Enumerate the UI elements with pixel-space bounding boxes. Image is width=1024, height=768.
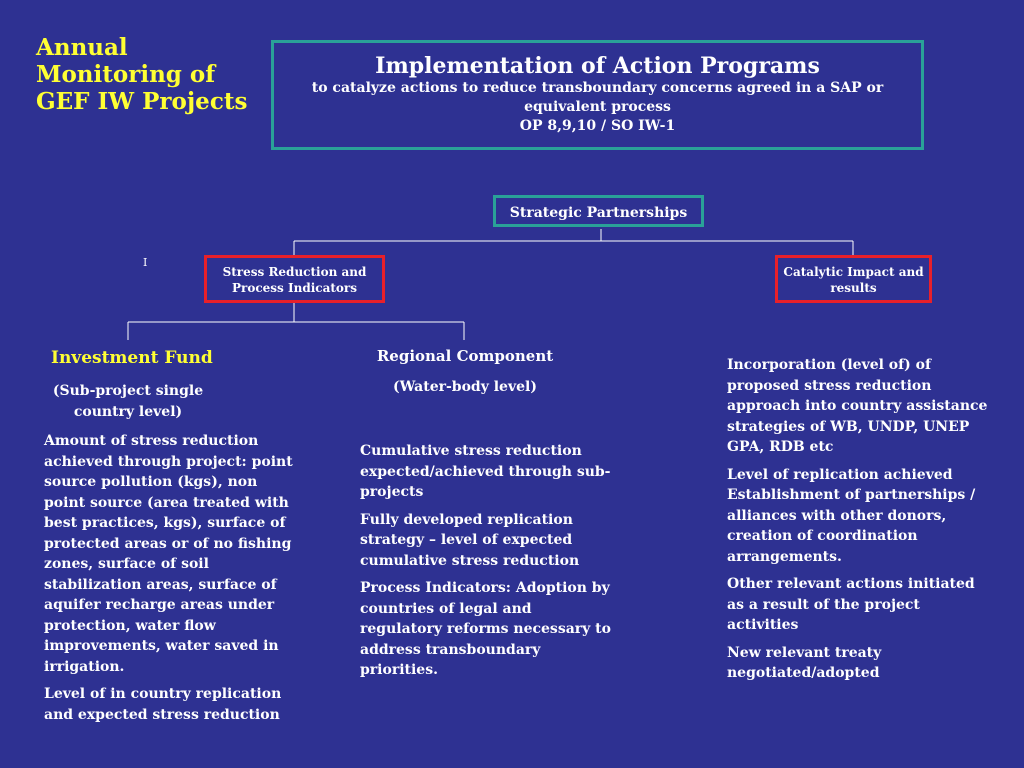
action-programs-subheading: to catalyze actions to reduce transboundary concerns agreed in a SAP or equivalent process [311, 80, 884, 115]
catalytic-item: Incorporation (level of) of proposed stress reduction approach into country assistance strategies of WB, UNDP, UNEP GPA, RDB etc [727, 357, 988, 455]
strategic-partnerships-box: Strategic Partnerships [493, 195, 704, 227]
action-programs-box [271, 40, 924, 150]
regional-component-item: Fully developed replication strategy – level of expected cumulative stress reduction [360, 511, 580, 569]
investment-fund-heading: Investment Fund [51, 348, 213, 368]
tick-mark: I [143, 256, 148, 269]
regional-component-item: Process Indicators: Adoption by countries of legal and regulatory reforms necessary to address transboundary priorities. [360, 580, 611, 678]
regional-component-item: Cumulative stress reduction expected/achieved through sub-projects [360, 443, 611, 500]
regional-component-subheading: (Water-body level) [393, 379, 537, 395]
action-programs-heading: Implementation of Action Programs [375, 53, 820, 79]
catalytic-list [727, 355, 989, 691]
catalytic-item: Other relevant actions initiated as a result of the project activities [727, 576, 975, 633]
op-line: OP 8,9,10 / SO IW-1 [519, 118, 676, 134]
catalytic-impact-box: Catalytic Impact and results [775, 255, 932, 303]
catalytic-item: Level of replication achieved Establishment of partnerships / alliances with other donors, creation of coordination arrangements. [727, 466, 976, 565]
slide-title: Annual Monitoring of GEF IW Projects [36, 34, 248, 115]
investment-fund-list [44, 431, 294, 732]
investment-fund-item: Amount of stress reduction achieved through project: point source pollution (kgs), non point source (area treated with best practices, kgs), surface of protected areas or of no fishing zones, surface of soil stabilization areas, surface of aquifer recharge areas under protection, water flow improvements, water saved in irrigation. [44, 433, 293, 675]
stress-reduction-box: Stress Reduction and Process Indicators [204, 255, 385, 303]
investment-fund-subheading: (Sub-project single country level) [52, 383, 204, 420]
regional-component-list [360, 441, 615, 688]
investment-fund-item: Level of in country replication and expected stress reduction [44, 686, 282, 723]
catalytic-item: New relevant treaty negotiated/adopted [727, 644, 882, 681]
regional-component-heading: Regional Component [376, 347, 554, 365]
